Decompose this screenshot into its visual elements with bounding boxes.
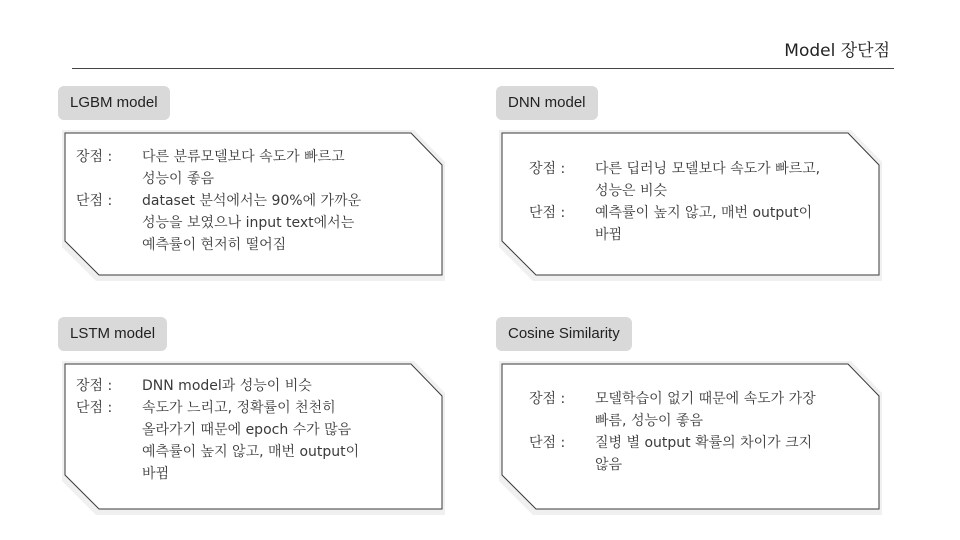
pros-line: 성능은 비슷	[595, 183, 668, 199]
cons-row	[76, 190, 361, 256]
page-title: Model 장단점	[784, 41, 890, 61]
pros-line: 다른 딥러닝 모델보다 속도가 빠르고,	[595, 161, 821, 177]
cons-row	[76, 397, 359, 485]
pros-row	[529, 388, 816, 432]
card-title: LSTM model	[58, 317, 167, 351]
cons-line: 질병 별 output 확률의 차이가 크지	[595, 435, 813, 451]
pros-row	[529, 158, 820, 202]
card-box	[496, 358, 886, 518]
cons-label: 단점 :	[529, 205, 566, 221]
pros-row	[76, 375, 359, 397]
cons-line: 성능을 보였으나 input text에서는	[142, 215, 355, 231]
cons-line: 예측률이 높지 않고, 매번 output이	[142, 444, 360, 460]
cons-line: 속도가 느리고, 정확률이 천천히	[142, 400, 336, 416]
card-lgbm	[58, 86, 448, 286]
card-title: DNN model	[496, 86, 598, 120]
card-box	[496, 127, 886, 284]
card-box	[59, 358, 449, 518]
pros-row	[76, 146, 361, 190]
pros-line: 빠름, 성능이 좋음	[595, 413, 704, 429]
cons-line: dataset 분석에서는 90%에 가까운	[142, 193, 362, 209]
cons-line: 예측률이 현저히 떨어짐	[142, 237, 287, 253]
title-divider	[72, 68, 894, 69]
card-title: Cosine Similarity	[496, 317, 632, 351]
card-dnn	[496, 86, 886, 286]
cons-label: 단점 :	[529, 435, 566, 451]
pros-line: 다른 분류모델보다 속도가 빠르고	[142, 149, 345, 165]
card-cosine-similarity	[496, 317, 886, 522]
pros-label: 장점 :	[76, 378, 113, 394]
cons-line: 올라가기 때문에 epoch 수가 많음	[142, 422, 352, 438]
cons-row	[529, 202, 820, 246]
card-lstm	[58, 317, 448, 522]
pros-line: 성능이 좋음	[142, 171, 215, 187]
cons-line: 예측률이 높지 않고, 매번 output이	[595, 205, 813, 221]
pros-line: DNN model과 성능이 비슷	[142, 378, 312, 394]
cons-line: 바뀜	[142, 466, 170, 482]
cons-row	[529, 432, 816, 476]
cons-label: 단점 :	[76, 193, 113, 209]
cons-label: 단점 :	[76, 400, 113, 416]
cons-line: 않음	[595, 457, 623, 473]
pros-line: 모델학습이 없기 때문에 속도가 가장	[595, 391, 816, 407]
card-title: LGBM model	[58, 86, 170, 120]
pros-label: 장점 :	[529, 391, 566, 407]
card-box	[59, 127, 449, 284]
pros-label: 장점 :	[529, 161, 566, 177]
pros-label: 장점 :	[76, 149, 113, 165]
cons-line: 바뀜	[595, 227, 623, 243]
